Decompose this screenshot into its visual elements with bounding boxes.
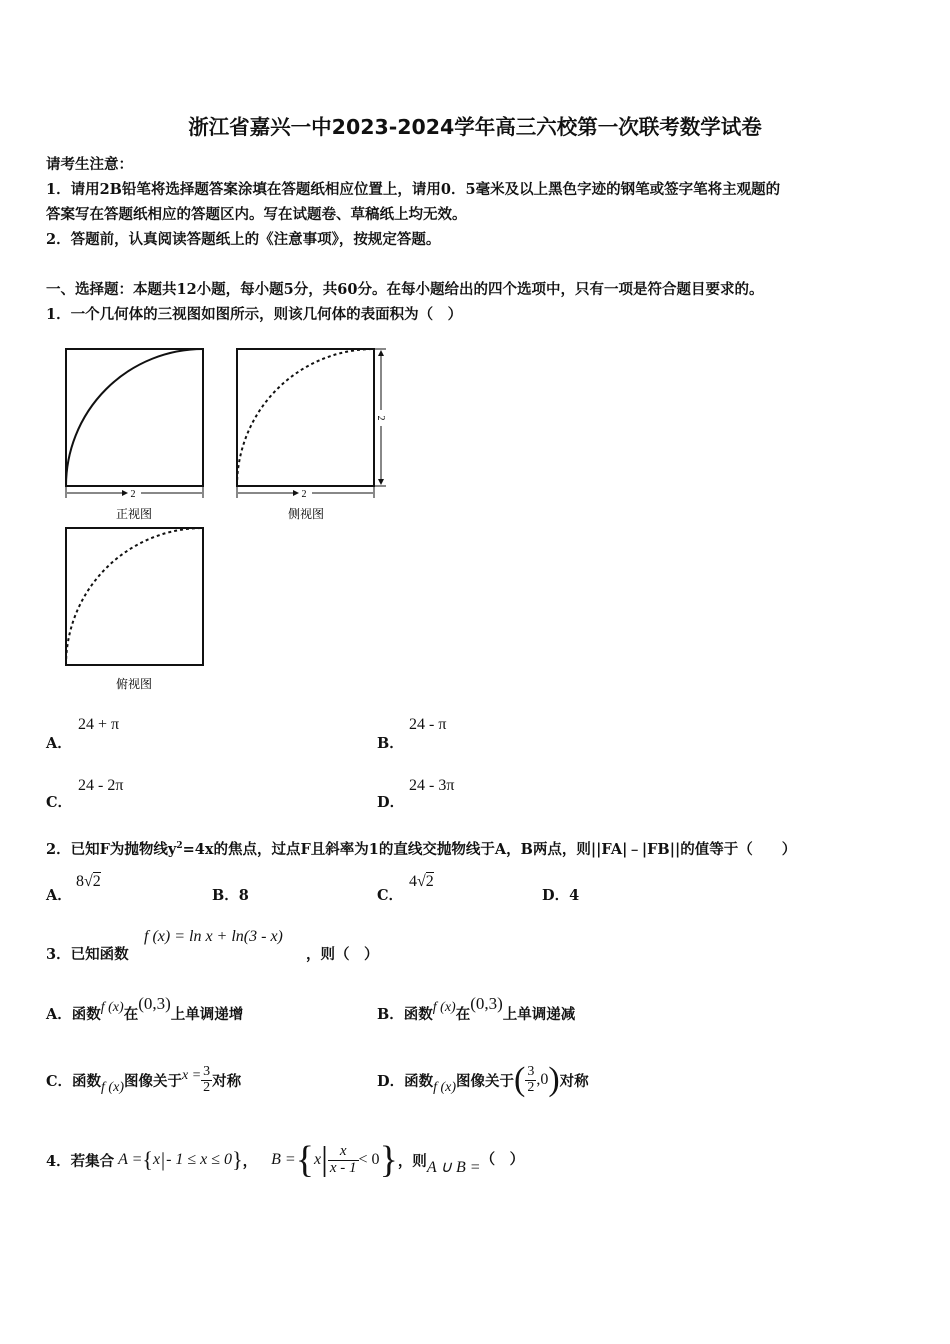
notice-line-2: 2．答题前，认真阅读答题纸上的《注意事项》，按规定答题。 [46,231,441,248]
side-height-label: 2 [375,415,386,421]
section-heading: 一、选择题：本题共12小题，每小题5分，共60分。在每小题给出的四个选项中，只有一项是符合题目要求的。 [46,281,764,298]
side-view-caption: 侧视图 [287,507,325,521]
q2-option-c-label: C． [377,887,404,904]
page-title: 浙江省嘉兴一中2023-2024学年高三六校第一次联考数学试卷 [188,115,762,139]
notice-heading: 请考生注意： [46,156,133,173]
q3-stem-start: 3．已知函数 [46,946,129,963]
side-view [237,349,386,498]
q1-option-c-label: C． [46,794,73,811]
q3-function: f (x) = ln x + ln(3 - x) [144,928,283,945]
q1-option-c: 24 - 2π [78,777,124,794]
q3-option-c: C．函数 f (x) 图像关于 x = $\frac{3}{2}$ 对称 [46,1063,242,1095]
q1-option-d-label: D． [377,794,405,811]
q1-option-d: 24 - 3π [409,777,455,794]
q1-option-a: 24 + π [78,716,120,733]
q2-option-d: D．4 [542,887,580,904]
q2-stem: 2．已知F为抛物线$y^2=4x$的焦点，过点F且斜率为1的直线交抛物线于A，B两点，则||FA|﹣|FB||的值等于（ ） [46,841,797,858]
q4-stem: 4．若集合 A = { x | - 1 ≤ x ≤ 0 } ， B = { x | $\frac{x}{x - 1}$ < 0 } ，则 A ∪ B = （ ） [46,1139,525,1181]
three-view-figure [55,340,400,700]
notice-line-1b: 答案写在答题纸相应的答题区内。写在试题卷、草稿纸上均无效。 [46,206,467,223]
q2-option-a-label: A． [46,887,72,904]
notice-line-1a: 1．请用2B铅笔将选择题答案涂填在答题纸相应位置上，请用0．5毫米及以上黑色字迹的钢笔或签字笔将主观题的 [46,181,781,198]
q1-option-a-label: A． [46,735,72,752]
side-width-label: 2 [301,489,307,500]
q3-stem-end: ，则（ ） [306,946,379,963]
q1-option-b-label: B． [377,735,404,752]
q3-option-a: A．函数f (x)在(0,3)上单调递增 [46,994,244,1023]
front-view [66,349,203,498]
front-width-label: 2 [130,489,136,500]
q3-option-d: D．函数 f (x) 图像关于 ( $\frac{3}{2}$ ,0 ) 对称 [377,1061,589,1098]
q2-option-c: 4√2 [409,873,434,890]
front-view-caption: 正视图 [115,507,153,521]
top-view [66,528,203,665]
q3-option-b: B．函数f (x)在(0,3)上单调递减 [377,994,576,1023]
q1-stem: 1．一个几何体的三视图如图所示，则该几何体的表面积为（ ） [46,306,463,323]
q1-option-b: 24 - π [409,716,447,733]
q2-option-a: 8√2 [76,873,101,890]
q2-option-b: B．8 [212,887,249,904]
top-view-caption: 俯视图 [115,677,153,691]
